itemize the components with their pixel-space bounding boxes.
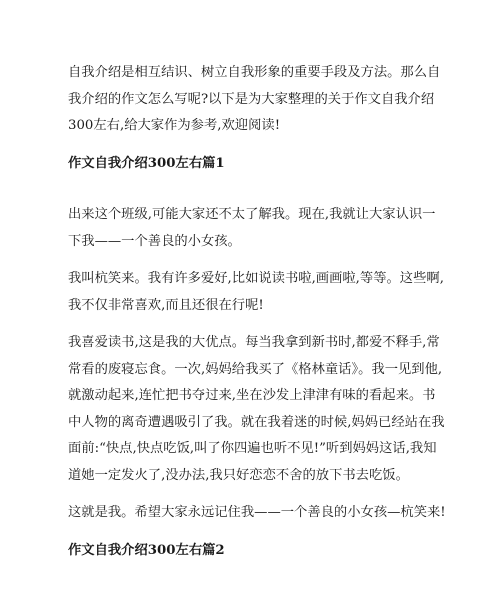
section-heading-1: 作文自我介绍300左右篇1 (68, 155, 225, 171)
document-body (68, 60, 448, 589)
paragraph-4: 这就是我。希望大家永远记住我——一个善良的小女孩—杭笑来! (68, 505, 446, 520)
intro-paragraph: 自我介绍是相互结识、树立自我形象的重要手段及方法。那么自我介绍的作文怎么写呢?以下是为大家整理的关于作文自我介绍300左右,给大家作为参考,欢迎阅读! (68, 65, 441, 133)
section-heading-2: 作文自我介绍300左右篇2 (68, 542, 225, 558)
paragraph-3: 我喜爱读书,这是我的大优点。每当我拿到新书时,都爱不释手,常常看的废寝忘食。一次,妈妈给我买了《格林童话》。我一见到他,就激动起来,连忙把书夺过来,坐在沙发上津津有味的看起来。书中人物的离奇遭遇吸引了我。就在我着迷的时候,妈妈已经站在我面前:“快点,快点吃饭,叫了你四遍也听不见!”听到妈妈这话,我知道她一定发火了,没办法,我只好恋恋不舍的放下书去吃饭。 (68, 335, 445, 483)
paragraph-2: 我叫杭笑来。我有许多爱好,比如说读书啦,画画啦,等等。这些啊,我不仅非常喜欢,而且还很在行呢! (68, 271, 444, 313)
paragraph-1: 出来这个班级,可能大家还不太了解我。现在,我就让大家认识一下我——一个善良的小女孩。 (68, 207, 436, 249)
